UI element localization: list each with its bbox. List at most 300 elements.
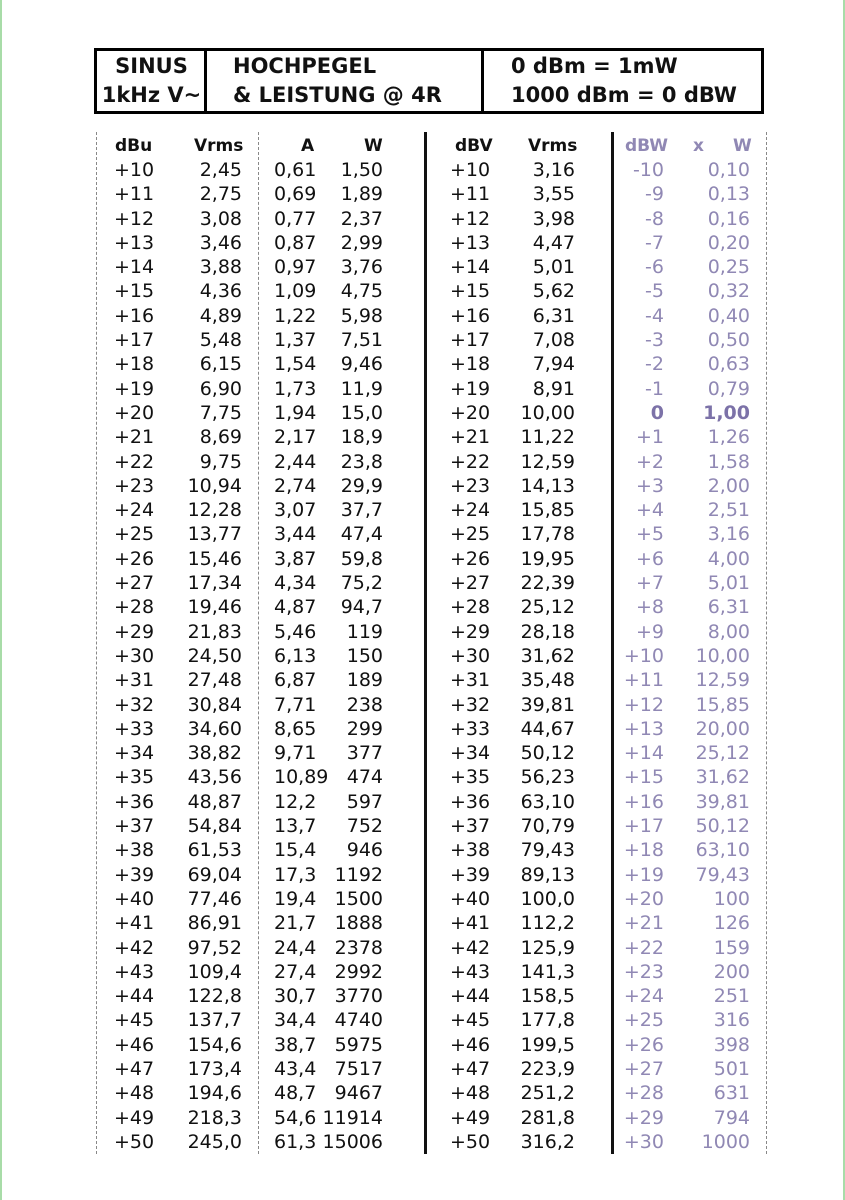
cell-dbw: +6 — [635, 547, 664, 570]
col-header-a: A — [301, 136, 315, 156]
cell-dbw: -1 — [645, 377, 664, 400]
cell-a: 17,3 — [274, 863, 317, 886]
cell-a: 0,97 — [274, 256, 317, 279]
cell-w: 37,7 — [340, 499, 383, 522]
cell-vrms: 9,75 — [199, 450, 242, 473]
cell-dbv: +21 — [450, 426, 491, 449]
col-header-dbv: dBV — [455, 136, 493, 156]
cell-dbv: +31 — [450, 669, 491, 692]
cell-w: 474 — [346, 766, 383, 789]
cell-dbw: +5 — [635, 523, 664, 546]
cell-vrms2: 199,5 — [520, 1033, 575, 1056]
cell-dbw: +21 — [623, 912, 664, 935]
cell-w: 1,50 — [340, 159, 383, 181]
cell-a: 1,22 — [274, 304, 317, 327]
cell-vrms: 15,46 — [187, 547, 242, 570]
cell-vrms: 61,53 — [187, 839, 242, 862]
cell-dbw: +4 — [635, 499, 664, 522]
cell-vrms: 38,82 — [187, 742, 242, 765]
table-row — [0, 522, 845, 546]
col-header-w2: W — [733, 136, 752, 156]
cell-a: 2,44 — [274, 450, 317, 473]
table-row — [0, 207, 845, 231]
cell-dbu: +22 — [114, 450, 155, 473]
cell-vrms2: 177,8 — [520, 1009, 575, 1032]
cell-vrms: 154,6 — [187, 1033, 242, 1056]
cell-dbw: +10 — [623, 644, 664, 667]
table-row — [0, 182, 845, 206]
cell-w2: 126 — [713, 912, 750, 935]
cell-dbv: +13 — [450, 231, 491, 254]
table-row — [0, 328, 845, 352]
cell-vrms: 6,15 — [199, 353, 242, 376]
cell-dbw: -9 — [645, 183, 664, 206]
cell-a: 0,77 — [274, 207, 317, 230]
cell-w: 189 — [346, 669, 383, 692]
table-row — [0, 741, 845, 765]
cell-vrms2: 14,13 — [520, 474, 575, 497]
cell-vrms: 194,6 — [187, 1082, 242, 1105]
cell-a: 30,7 — [274, 985, 317, 1008]
cell-a: 1,73 — [274, 377, 317, 400]
cell-dbv: +48 — [450, 1082, 491, 1105]
cell-a: 38,7 — [274, 1033, 317, 1056]
table-row — [0, 498, 845, 522]
table-row — [0, 717, 845, 741]
cell-dbu: +29 — [114, 620, 155, 643]
cell-dbu: +37 — [114, 815, 155, 838]
cell-a: 1,94 — [274, 401, 317, 424]
cell-w2: 0,25 — [707, 256, 750, 279]
table-row — [0, 863, 845, 887]
cell-dbv: +29 — [450, 620, 491, 643]
cell-dbv: +36 — [450, 790, 491, 813]
cell-vrms: 43,56 — [187, 766, 242, 789]
table-row — [0, 425, 845, 449]
cell-dbw: +25 — [623, 1009, 664, 1032]
cell-dbv: +14 — [450, 256, 491, 279]
cell-dbw: +1 — [635, 426, 664, 449]
table-row — [0, 255, 845, 279]
cell-dbw: +27 — [623, 1057, 664, 1080]
cell-w: 4,75 — [340, 280, 383, 303]
cell-a: 24,4 — [274, 936, 317, 959]
cell-dbv: +47 — [450, 1057, 491, 1080]
cell-vrms2: 5,62 — [532, 280, 575, 303]
cell-a: 7,71 — [274, 693, 317, 716]
cell-dbu: +38 — [114, 839, 155, 862]
header-box — [94, 48, 764, 114]
cell-w2: 0,32 — [707, 280, 750, 303]
table-row — [0, 231, 845, 255]
cell-vrms: 137,7 — [187, 1009, 242, 1032]
cell-w2: 0,79 — [707, 377, 750, 400]
table-row — [0, 595, 845, 619]
cell-vrms: 19,46 — [187, 596, 242, 619]
cell-vrms2: 7,94 — [532, 353, 575, 376]
cell-vrms2: 125,9 — [520, 936, 575, 959]
header-sinus — [97, 51, 206, 111]
cell-vrms2: 251,2 — [520, 1082, 575, 1105]
cell-dbw: +3 — [635, 474, 664, 497]
cell-vrms2: 100,0 — [520, 887, 575, 910]
cell-dbu: +23 — [114, 474, 155, 497]
cell-dbv: +25 — [450, 523, 491, 546]
cell-a: 15,4 — [274, 839, 317, 862]
cell-dbv: +19 — [450, 377, 491, 400]
cell-dbu: +36 — [114, 790, 155, 813]
cell-vrms2: 12,59 — [520, 450, 575, 473]
cell-vrms2: 3,55 — [532, 183, 575, 206]
cell-w2: 6,31 — [707, 596, 750, 619]
cell-dbw: +8 — [635, 596, 664, 619]
table-row — [0, 838, 845, 862]
cell-w2: 251 — [713, 985, 750, 1008]
cell-dbv: +23 — [450, 474, 491, 497]
cell-dbw: +19 — [623, 863, 664, 886]
cell-vrms2: 17,78 — [520, 523, 575, 546]
cell-vrms: 21,83 — [187, 620, 242, 643]
cell-dbu: +15 — [114, 280, 155, 303]
col-header-w: W — [364, 136, 383, 156]
cell-w: 946 — [346, 839, 383, 862]
table-row — [0, 911, 845, 935]
cell-w: 15,0 — [340, 401, 383, 424]
cell-w2: 63,10 — [695, 839, 750, 862]
cell-dbu: +14 — [114, 256, 155, 279]
cell-a: 1,54 — [274, 353, 317, 376]
table-row — [0, 304, 845, 328]
cell-dbv: +43 — [450, 960, 491, 983]
cell-vrms: 3,88 — [199, 256, 242, 279]
cell-vrms2: 70,79 — [520, 815, 575, 838]
cell-dbu: +32 — [114, 693, 155, 716]
table-row — [0, 644, 845, 668]
cell-w2: 200 — [713, 960, 750, 983]
cell-dbw: +24 — [623, 985, 664, 1008]
cell-a: 0,69 — [274, 183, 317, 206]
cell-w2: 12,59 — [695, 669, 750, 692]
cell-vrms2: 25,12 — [520, 596, 575, 619]
cell-dbu: +39 — [114, 863, 155, 886]
cell-w2: 159 — [713, 936, 750, 959]
cell-w: 5,98 — [340, 304, 383, 327]
cell-dbv: +12 — [450, 207, 491, 230]
cell-w2: 316 — [713, 1009, 750, 1032]
cell-dbv: +32 — [450, 693, 491, 716]
cell-w2: 1,00 — [703, 401, 750, 424]
cell-dbu: +47 — [114, 1057, 155, 1080]
cell-dbv: +17 — [450, 329, 491, 352]
cell-w: 377 — [346, 742, 383, 765]
cell-vrms2: 3,98 — [532, 207, 575, 230]
table-row — [0, 790, 845, 814]
cell-dbv: +42 — [450, 936, 491, 959]
cell-w: 2378 — [334, 936, 383, 959]
cell-vrms2: 50,12 — [520, 742, 575, 765]
table-row — [0, 450, 845, 474]
table-row — [0, 547, 845, 571]
cell-vrms: 3,08 — [199, 207, 242, 230]
cell-vrms2: 10,00 — [520, 401, 575, 424]
cell-a: 4,87 — [274, 596, 317, 619]
cell-dbu: +49 — [114, 1106, 155, 1129]
cell-dbw: -3 — [645, 329, 664, 352]
header-sinus-line1: SINUS — [115, 54, 188, 78]
table-row — [0, 1057, 845, 1081]
cell-dbw: -10 — [632, 159, 664, 181]
cell-w2: 501 — [713, 1057, 750, 1080]
cell-dbv: +37 — [450, 815, 491, 838]
cell-dbu: +42 — [114, 936, 155, 959]
cell-dbv: +30 — [450, 644, 491, 667]
cell-dbw: +29 — [623, 1106, 664, 1129]
cell-dbw: +11 — [623, 669, 664, 692]
cell-vrms2: 35,48 — [520, 669, 575, 692]
cell-vrms2: 63,10 — [520, 790, 575, 813]
cell-w2: 0,50 — [707, 329, 750, 352]
cell-dbw: +14 — [623, 742, 664, 765]
cell-dbv: +50 — [450, 1130, 491, 1153]
cell-w: 7517 — [334, 1057, 383, 1080]
cell-vrms2: 19,95 — [520, 547, 575, 570]
cell-dbv: +18 — [450, 353, 491, 376]
table-row — [0, 1008, 845, 1032]
cell-w: 2,37 — [340, 207, 383, 230]
cell-vrms2: 28,18 — [520, 620, 575, 643]
cell-dbv: +41 — [450, 912, 491, 935]
cell-a: 9,71 — [274, 742, 317, 765]
col-header-x: x — [693, 136, 704, 156]
cell-vrms: 12,28 — [187, 499, 242, 522]
header-sinus-line2: 1kHz V~ — [101, 83, 202, 107]
cell-w2: 0,63 — [707, 353, 750, 376]
cell-vrms: 2,75 — [199, 183, 242, 206]
cell-vrms2: 4,47 — [532, 231, 575, 254]
cell-dbw: -6 — [645, 256, 664, 279]
cell-dbu: +46 — [114, 1033, 155, 1056]
cell-vrms: 54,84 — [187, 815, 242, 838]
cell-vrms2: 56,23 — [520, 766, 575, 789]
cell-w2: 1,58 — [707, 450, 750, 473]
cell-w2: 3,16 — [707, 523, 750, 546]
cell-dbw: -2 — [645, 353, 664, 376]
cell-dbu: +26 — [114, 547, 155, 570]
cell-vrms: 77,46 — [187, 887, 242, 910]
cell-vrms: 30,84 — [187, 693, 242, 716]
cell-w: 2,99 — [340, 231, 383, 254]
cell-a: 54,6 — [274, 1106, 317, 1129]
cell-w: 299 — [346, 717, 383, 740]
cell-w2: 0,20 — [707, 231, 750, 254]
cell-dbu: +44 — [114, 985, 155, 1008]
cell-vrms: 2,45 — [199, 159, 242, 181]
cell-vrms: 122,8 — [187, 985, 242, 1008]
cell-w: 9,46 — [340, 353, 383, 376]
cell-vrms2: 316,2 — [520, 1130, 575, 1153]
cell-w2: 0,10 — [707, 159, 750, 181]
col-header-vrms: Vrms — [194, 136, 244, 156]
cell-a: 3,07 — [274, 499, 317, 522]
cell-dbv: +10 — [450, 159, 491, 181]
cell-w: 752 — [346, 815, 383, 838]
cell-dbv: +44 — [450, 985, 491, 1008]
cell-dbv: +45 — [450, 1009, 491, 1032]
cell-vrms: 173,4 — [187, 1057, 242, 1080]
cell-a: 19,4 — [274, 887, 317, 910]
cell-vrms2: 7,08 — [532, 329, 575, 352]
cell-vrms: 27,48 — [187, 669, 242, 692]
cell-vrms2: 15,85 — [520, 499, 575, 522]
cell-a: 8,65 — [274, 717, 317, 740]
col-header-dbw: dBW — [625, 136, 668, 156]
cell-a: 21,7 — [274, 912, 317, 935]
cell-dbw: -4 — [645, 304, 664, 327]
header-dbm-line1: 0 dBm = 1mW — [511, 54, 678, 78]
cell-dbu: +34 — [114, 742, 155, 765]
cell-w2: 794 — [713, 1106, 750, 1129]
cell-vrms2: 5,01 — [532, 256, 575, 279]
cell-a: 1,37 — [274, 329, 317, 352]
cell-w: 94,7 — [340, 596, 383, 619]
cell-w: 11,9 — [340, 377, 383, 400]
table-row — [0, 1106, 845, 1130]
cell-vrms: 97,52 — [187, 936, 242, 959]
cell-dbv: +11 — [450, 183, 491, 206]
cell-dbv: +49 — [450, 1106, 491, 1129]
cell-dbv: +35 — [450, 766, 491, 789]
cell-vrms: 7,75 — [199, 401, 242, 424]
cell-dbw: -5 — [645, 280, 664, 303]
cell-dbu: +30 — [114, 644, 155, 667]
cell-dbv: +22 — [450, 450, 491, 473]
cell-dbu: +28 — [114, 596, 155, 619]
cell-a: 12,2 — [274, 790, 317, 813]
cell-a: 6,13 — [274, 644, 317, 667]
cell-w: 9467 — [334, 1082, 383, 1105]
cell-vrms: 24,50 — [187, 644, 242, 667]
cell-dbu: +24 — [114, 499, 155, 522]
cell-a: 3,44 — [274, 523, 317, 546]
cell-w: 1888 — [334, 912, 383, 935]
cell-dbu: +18 — [114, 353, 155, 376]
cell-dbu: +35 — [114, 766, 155, 789]
cell-dbu: +12 — [114, 207, 155, 230]
cell-dbu: +33 — [114, 717, 155, 740]
cell-vrms2: 79,43 — [520, 839, 575, 862]
cell-dbu: +27 — [114, 572, 155, 595]
cell-a: 1,09 — [274, 280, 317, 303]
cell-vrms2: 8,91 — [532, 377, 575, 400]
table-row — [0, 936, 845, 960]
cell-a: 5,46 — [274, 620, 317, 643]
cell-vrms: 4,89 — [199, 304, 242, 327]
cell-w2: 5,01 — [707, 572, 750, 595]
cell-dbv: +16 — [450, 304, 491, 327]
cell-w2: 15,85 — [695, 693, 750, 716]
cell-w: 5975 — [334, 1033, 383, 1056]
table-row — [0, 401, 845, 425]
header-pegel — [207, 51, 482, 111]
cell-w: 1500 — [334, 887, 383, 910]
cell-vrms2: 281,8 — [520, 1106, 575, 1129]
conversion-table — [0, 158, 845, 1154]
cell-dbw: +26 — [623, 1033, 664, 1056]
cell-w: 2992 — [334, 960, 383, 983]
table-row — [0, 571, 845, 595]
cell-w2: 2,51 — [707, 499, 750, 522]
table-row — [0, 1081, 845, 1105]
cell-vrms: 4,36 — [199, 280, 242, 303]
cell-dbu: +40 — [114, 887, 155, 910]
cell-w: 15006 — [322, 1130, 383, 1153]
table-row — [0, 377, 845, 401]
cell-a: 61,3 — [274, 1130, 317, 1153]
cell-dbu: +20 — [114, 401, 155, 424]
cell-vrms2: 22,39 — [520, 572, 575, 595]
col-header-dbu: dBu — [115, 136, 153, 156]
cell-vrms: 48,87 — [187, 790, 242, 813]
cell-a: 13,7 — [274, 815, 317, 838]
table-row — [0, 814, 845, 838]
cell-w: 238 — [346, 693, 383, 716]
cell-vrms2: 158,5 — [520, 985, 575, 1008]
cell-w: 150 — [346, 644, 383, 667]
cell-dbw: +23 — [623, 960, 664, 983]
cell-dbv: +46 — [450, 1033, 491, 1056]
cell-w2: 31,62 — [695, 766, 750, 789]
cell-dbv: +33 — [450, 717, 491, 740]
cell-dbv: +15 — [450, 280, 491, 303]
cell-dbw: +30 — [623, 1130, 664, 1153]
cell-dbu: +21 — [114, 426, 155, 449]
cell-dbw: +20 — [623, 887, 664, 910]
cell-w2: 0,16 — [707, 207, 750, 230]
cell-vrms: 218,3 — [187, 1106, 242, 1129]
cell-dbu: +31 — [114, 669, 155, 692]
cell-dbu: +19 — [114, 377, 155, 400]
cell-a: 10,89 — [274, 766, 329, 789]
table-row — [0, 984, 845, 1008]
cell-dbw: -7 — [645, 231, 664, 254]
cell-dbv: +38 — [450, 839, 491, 862]
cell-w2: 398 — [713, 1033, 750, 1056]
cell-w2: 0,13 — [707, 183, 750, 206]
cell-dbw: +18 — [623, 839, 664, 862]
cell-vrms: 6,90 — [199, 377, 242, 400]
table-row — [0, 474, 845, 498]
cell-dbv: +28 — [450, 596, 491, 619]
cell-w: 3,76 — [340, 256, 383, 279]
cell-dbw: +9 — [635, 620, 664, 643]
cell-dbw: +22 — [623, 936, 664, 959]
cell-w: 3770 — [334, 985, 383, 1008]
cell-a: 48,7 — [274, 1082, 317, 1105]
table-row — [0, 1130, 845, 1154]
cell-dbu: +43 — [114, 960, 155, 983]
cell-dbw: +28 — [623, 1082, 664, 1105]
cell-w2: 1000 — [701, 1130, 750, 1153]
cell-w: 1,89 — [340, 183, 383, 206]
table-row — [0, 352, 845, 376]
cell-dbv: +26 — [450, 547, 491, 570]
cell-dbw: +12 — [623, 693, 664, 716]
cell-w: 597 — [346, 790, 383, 813]
cell-w: 47,4 — [340, 523, 383, 546]
cell-dbv: +20 — [450, 401, 491, 424]
cell-vrms: 8,69 — [199, 426, 242, 449]
cell-a: 0,87 — [274, 231, 317, 254]
